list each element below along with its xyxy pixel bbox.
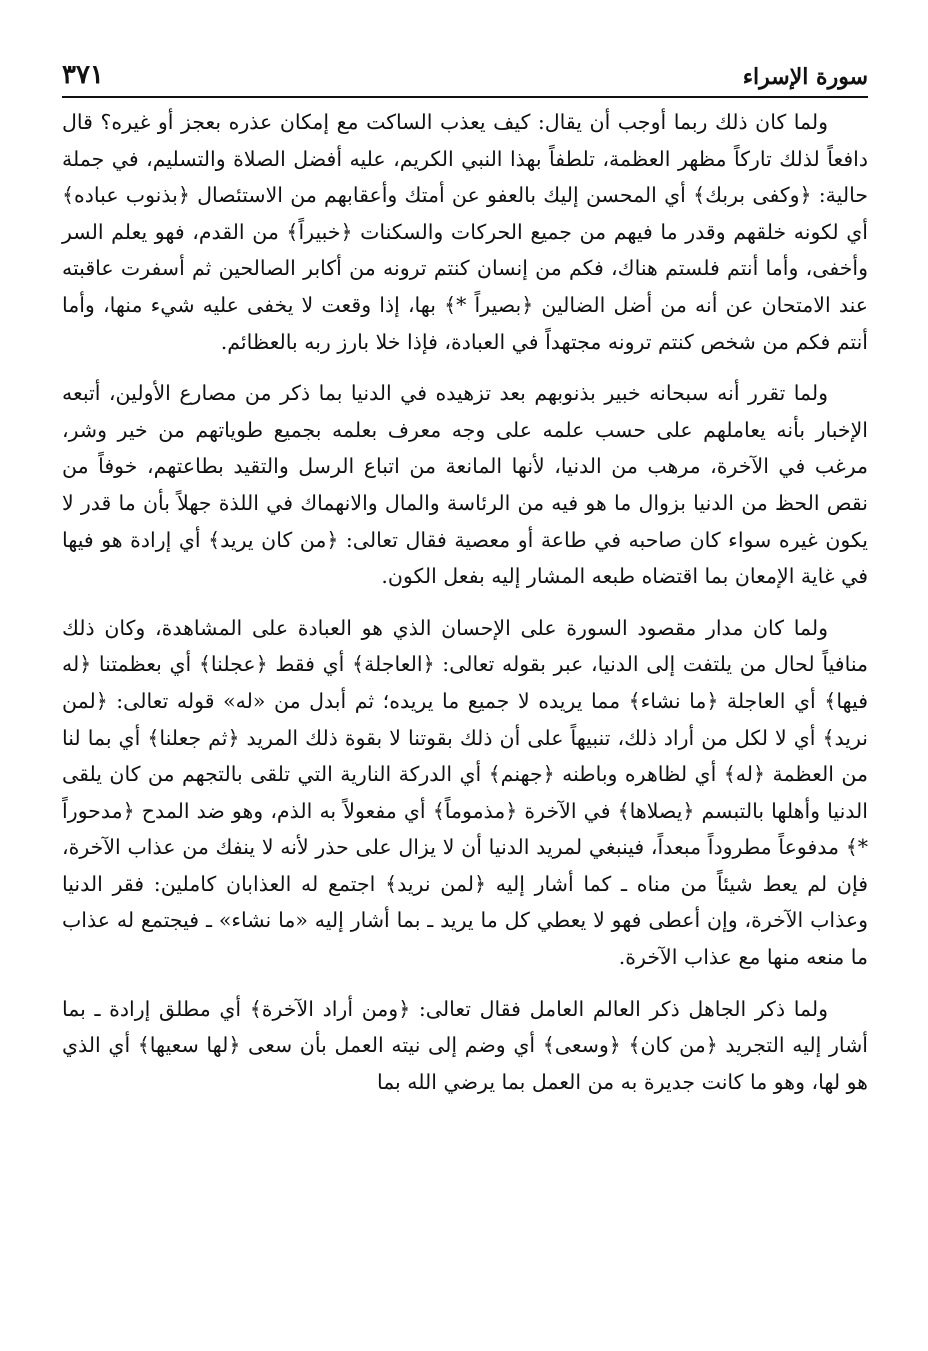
surah-title: سورة الإسراء xyxy=(742,64,868,90)
paragraph-1: ولما كان ذلك ربما أوجب أن يقال: كيف يعذب الساكت مع إمكان عذره بعجز أو غيره؟ قال دافعاً لذلك تاركاً مظهر العظمة، تلطفاً بهذا النبي الكريم، عليه أفضل الصلاة والتسليم، في جملة حالية: ﴿وكفى بربك﴾ أي المحسن إليك بالعفو عن أمتك وأعقابهم من الاستئصال ﴿بذنوب عباده﴾ أي لكونه خلقهم وقدر ما فيهم من جميع الحركات والسكنات ﴿خبيراً﴾ من القدم، فهو يعلم السر وأخفى، وأما أنتم فلستم هناك، فكم من إنسان كنتم ترونه من أكابر الصالحين ثم أسفرت عاقبته عند الامتحان عن أنه من أضل الضالين ﴿بصيراً *﴾ بها، إذا وقعت لا يخفى عليه شيء منها، وأما أنتم فكم من شخص كنتم ترونه مجتهداً في العبادة، فإذا خلا بارز ربه بالعظائم. xyxy=(62,110,868,354)
paragraph-2: ولما تقرر أنه سبحانه خبير بذنوبهم بعد تزهيده في الدنيا بما ذكر من مصارع الأولين، أتبعه الإخبار بأنه يعاملهم على حسب علمه على وجه معرف بعلمه بجميع طوياتهم من خير وشر، مرغب في الآخرة، مرهب من الدنيا، لأنها المانعة من اتباع الرسل والتقيد بطاعتهم، خوفاً من نقص الحظ من الدنيا بزوال ما هو فيه من الرئاسة والمال والانهماك في اللذة جهلاً بأن ما قدر لا يكون غيره سواء كان صاحبه في طاعة أو معصية فقال تعالى: ﴿من كان يريد﴾ أي إرادة هو فيها في غاية الإمعان بما اقتضاه طبعه المشار إليه بفعل الكون. xyxy=(62,381,868,589)
paragraph-3: ولما كان مدار مقصود السورة على الإحسان الذي هو العبادة على المشاهدة، وكان ذلك منافياً لحال من يلتفت إلى الدنيا، عبر بقوله تعالى: ﴿العاجلة﴾ أي فقط ﴿عجلنا﴾ أي بعظمتنا ﴿له فيها﴾ أي العاجلة ﴿ما نشاء﴾ مما يريده لا جميع ما يريده؛ ثم أبدل من «له» قوله تعالى: ﴿لمن نريد﴾ أي لا لكل من أراد ذلك، تنبيهاً على أن ذلك بقوتنا لا بقوة ذلك المريد ﴿ثم جعلنا﴾ أي بما لنا من العظمة ﴿له﴾ أي لظاهره وباطنه ﴿جهنم﴾ أي الدركة النارية التي تلقى بالتجهم من كان يلقى الدنيا وأهلها بالتبسم ﴿يصلاها﴾ في الآخرة ﴿مذموماً﴾ أي مفعولاً به الذم، وهو ضد المدح ﴿مدحوراً *﴾ مدفوعاً مطروداً مبعداً، فينبغي لمريد الدنيا أن لا يزال على حذر لأنه لا ينفك من عذاب الآخرة، فإن لم يعط شيئاً من مناه ـ كما أشار إليه ﴿لمن نريد﴾ اجتمع له العذابان كاملين: فقر الدنيا وعذاب الآخرة، وإن أعطى فهو لا يعطي كل ما يريد ـ بما أشار إليه «ما نشاء» ـ فيجتمع له عذاب ما منعه منها مع عذاب الآخرة. xyxy=(62,615,869,970)
paragraph-4: ولما ذكر الجاهل ذكر العالم العامل فقال تعالى: ﴿ومن أراد الآخرة﴾ أي مطلق إرادة ـ بما أشار إليه التجريد ﴿من كان﴾ ﴿وسعى﴾ أي وضم إلى نيته العمل بأن سعى ﴿لها سعيها﴾ أي الذي هو لها، وهو ما كانت جديرة به من العمل بما يرضي الله بما xyxy=(62,996,868,1094)
page-number: ٣٧١ xyxy=(62,60,104,90)
running-header xyxy=(62,56,868,98)
body-text xyxy=(62,104,868,1115)
